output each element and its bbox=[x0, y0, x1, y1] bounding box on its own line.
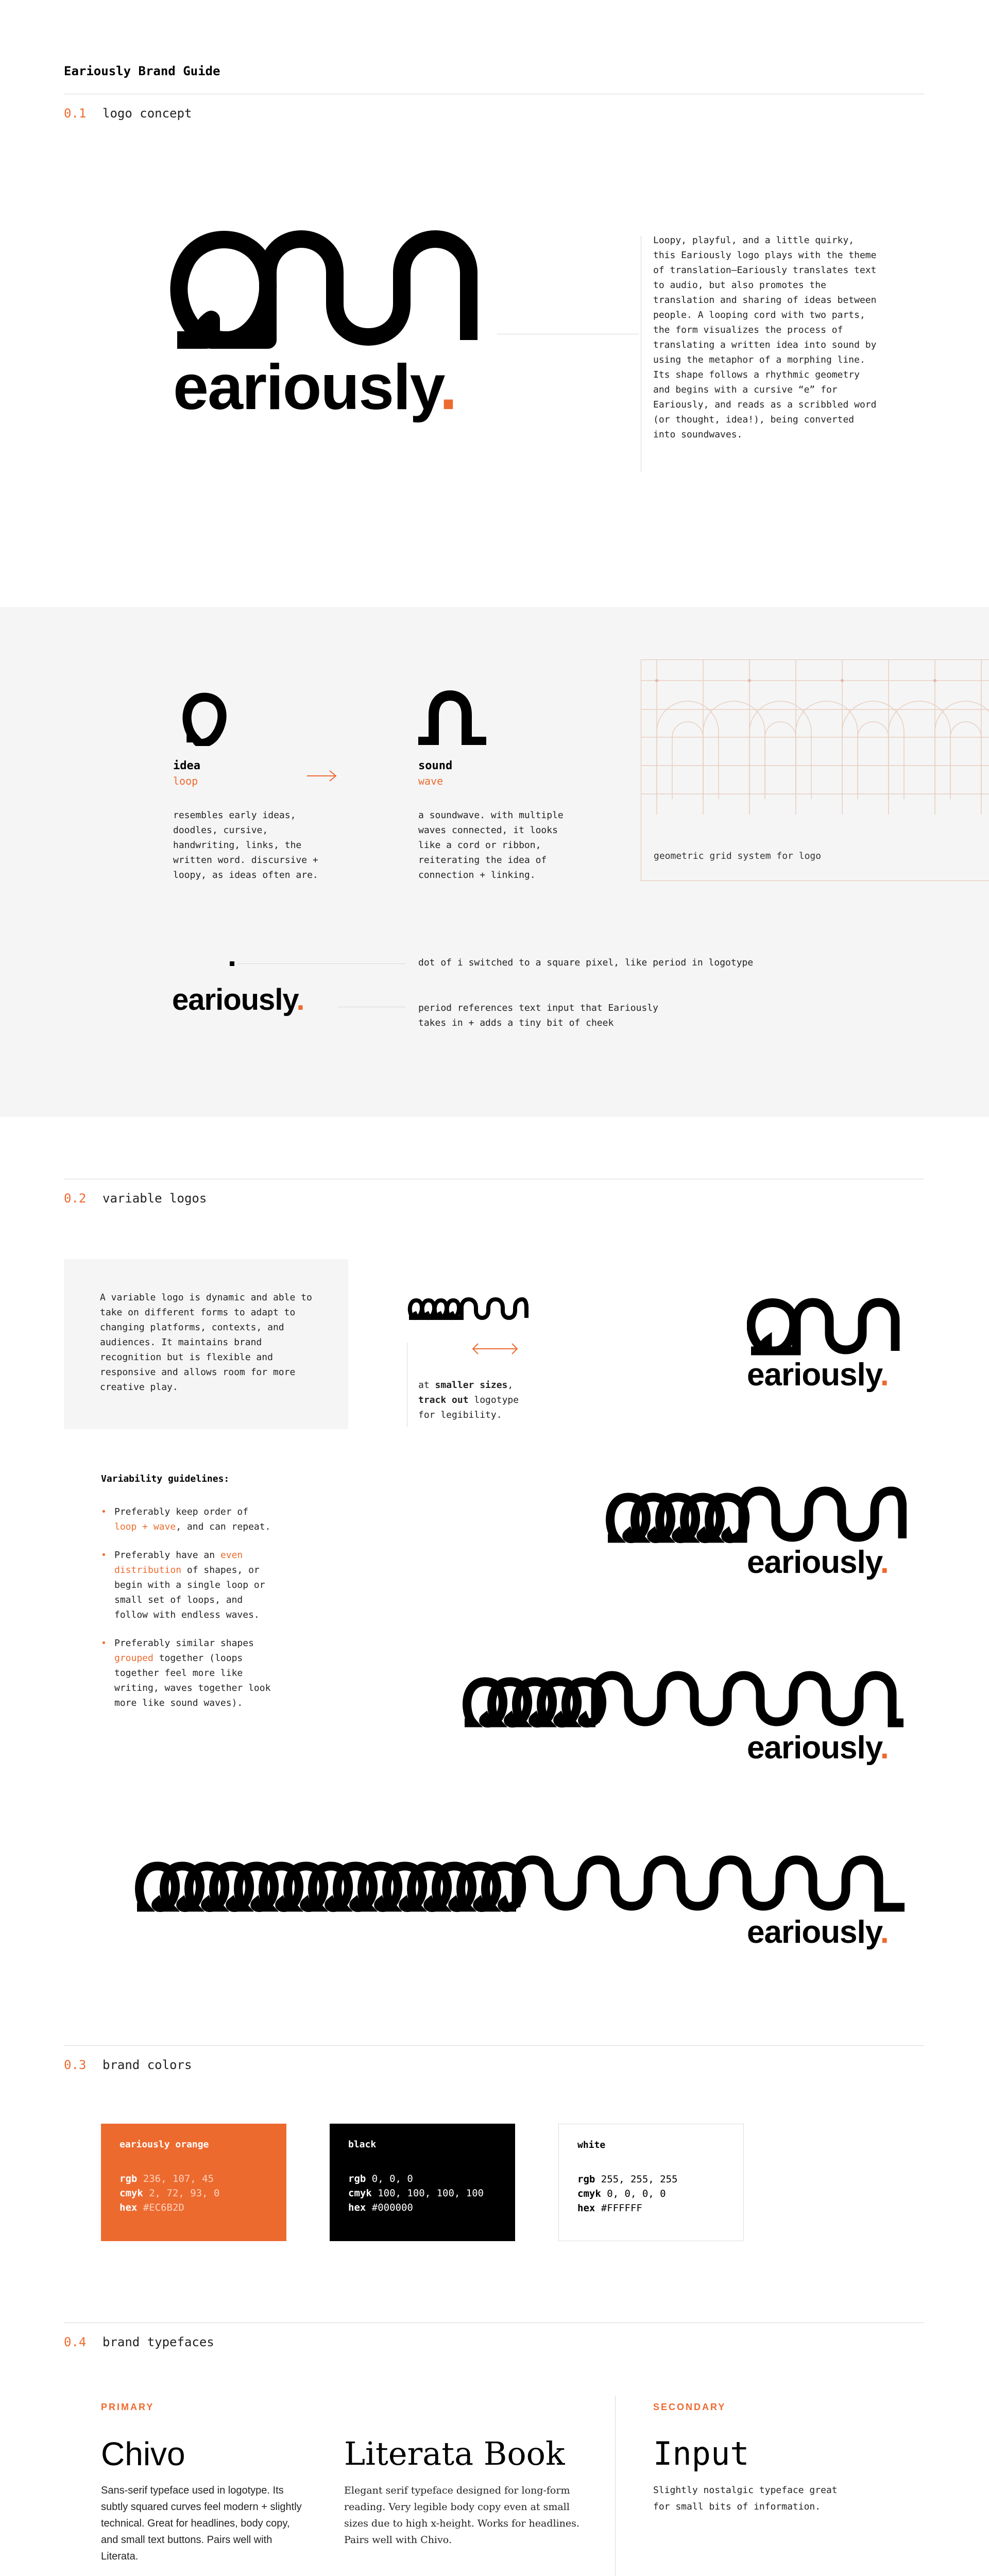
variable-logo-variant-4-mark bbox=[135, 1853, 907, 1912]
swatch-black bbox=[330, 2124, 515, 2241]
tracking-arrows-icon bbox=[472, 1343, 518, 1355]
geometric-grid-frame bbox=[641, 659, 989, 881]
main-logotype bbox=[173, 352, 456, 423]
chivo-description: Sans-serif typeface used in logotype. Its subtly squared curves feel modern + slightly technical. Great for headlines, body copy, and small text buttons. Pairs well with Literata. bbox=[101, 2485, 302, 2562]
cmyk-value: 2, 72, 93, 0 bbox=[149, 2188, 220, 2199]
guideline-item-2 bbox=[101, 1548, 276, 1622]
primary-label: PRIMARY bbox=[101, 2402, 155, 2412]
small-note-bold-2: track out bbox=[418, 1395, 469, 1405]
guideline-text: together (loops together feel more like writing, waves together look more like sound waves). bbox=[114, 1653, 271, 1708]
secondary-label: SECONDARY bbox=[653, 2402, 726, 2412]
literata-name: Literata Book bbox=[344, 2435, 565, 2472]
guideline-item-1 bbox=[101, 1504, 276, 1534]
arrow-right-icon bbox=[307, 770, 338, 782]
detail-logotype bbox=[172, 985, 304, 1015]
section-number: 0.1 bbox=[64, 106, 87, 121]
hex-value: #000000 bbox=[371, 2202, 413, 2213]
small-variable-logo-mark bbox=[407, 1292, 528, 1321]
dot-note: dot of i switched to a square pixel, like period in logotype bbox=[418, 957, 754, 968]
bullet: • bbox=[101, 1638, 107, 1649]
swatch-name: white bbox=[577, 2140, 606, 2150]
section-divider bbox=[64, 2045, 924, 2046]
small-note-mid: , bbox=[507, 1380, 514, 1391]
hex-label: hex bbox=[577, 2202, 595, 2214]
section-logo-concept-heading bbox=[64, 106, 192, 121]
variant-2-period: . bbox=[880, 1545, 889, 1580]
main-logo-mark bbox=[170, 227, 494, 350]
guideline-highlight: grouped bbox=[114, 1653, 154, 1664]
variant-4-period: . bbox=[880, 1914, 889, 1950]
variant-1-word: eariously bbox=[747, 1357, 880, 1393]
guideline-text: Preferably similar shapes bbox=[114, 1638, 254, 1649]
guideline-highlight: even distribution bbox=[114, 1550, 243, 1575]
loop-icon bbox=[173, 688, 240, 746]
hex-label: hex bbox=[348, 2202, 366, 2213]
variant-4-word: eariously bbox=[747, 1914, 880, 1950]
swatch-cmyk bbox=[120, 2186, 268, 2200]
guideline-highlight: loop + wave bbox=[114, 1521, 176, 1532]
guideline-text: of shapes, or begin with a single loop or small set of loops, and follow with endless waves. bbox=[114, 1565, 265, 1620]
logotype-word: eariously bbox=[173, 352, 440, 423]
guidelines-list bbox=[101, 1504, 276, 1710]
section-number: 0.2 bbox=[64, 1191, 87, 1206]
section-number: 0.3 bbox=[64, 2058, 87, 2072]
guideline-text: Preferably have an bbox=[114, 1550, 220, 1561]
variable-logo-variant-2-mark bbox=[606, 1484, 907, 1544]
section-title: logo concept bbox=[103, 106, 192, 121]
variant-2-word: eariously bbox=[747, 1545, 880, 1580]
section-title: variable logos bbox=[103, 1191, 207, 1206]
variant-3-word: eariously bbox=[747, 1730, 880, 1766]
variant-1-period: . bbox=[880, 1357, 889, 1393]
rgb-label: rgb bbox=[348, 2173, 366, 2184]
small-size-note bbox=[418, 1378, 532, 1422]
grid-caption: geometric grid system for logo bbox=[654, 851, 822, 861]
swatch-rgb bbox=[348, 2172, 497, 2186]
variable-logo-variant-3-mark bbox=[463, 1668, 907, 1728]
swatch-hex bbox=[348, 2200, 497, 2215]
variable-logo-variant-1-mark bbox=[747, 1296, 907, 1356]
variable-logo-variant-2-logotype bbox=[747, 1547, 889, 1579]
variable-logo-variant-1-logotype bbox=[747, 1359, 889, 1391]
hex-value: #EC6B2D bbox=[143, 2202, 184, 2213]
section-brand-colors-heading bbox=[64, 2058, 192, 2072]
chivo-name: Chivo bbox=[101, 2435, 185, 2472]
swatch-name: eariously orange bbox=[120, 2139, 209, 2150]
variable-intro-card bbox=[64, 1259, 348, 1429]
cmyk-label: cmyk bbox=[120, 2188, 143, 2199]
guideline-item-3 bbox=[101, 1636, 276, 1710]
guideline-text: Preferably keep order of bbox=[114, 1506, 249, 1517]
swatch-rgb bbox=[120, 2172, 268, 2186]
swatch-hex bbox=[120, 2200, 268, 2215]
swatch-cmyk bbox=[348, 2186, 497, 2200]
rgb-value: 0, 0, 0 bbox=[371, 2173, 413, 2184]
section-title: brand colors bbox=[103, 2058, 192, 2072]
cmyk-value: 0, 0, 0, 0 bbox=[607, 2188, 666, 2199]
idea-subtitle: loop bbox=[173, 775, 198, 787]
rgb-value: 255, 255, 255 bbox=[601, 2174, 678, 2185]
swatch-hex bbox=[577, 2201, 725, 2215]
variable-logo-variant-3-logotype bbox=[747, 1732, 889, 1764]
square-pixel-dot bbox=[230, 961, 234, 966]
literata-description: Elegant serif typeface designed for long-form reading. Very legible body copy even at small sizes due to high x-height. Works for headlines. Pairs well with Chivo. bbox=[344, 2485, 579, 2546]
section-brand-typefaces-heading bbox=[64, 2335, 214, 2349]
swatch-white bbox=[558, 2124, 744, 2241]
bullet: • bbox=[101, 1506, 107, 1517]
brand-guide-title: Eariously Brand Guide bbox=[64, 64, 220, 78]
input-description: Slightly nostalgic typeface great for small bits of information. bbox=[653, 2485, 838, 2512]
swatch-rgb bbox=[577, 2172, 725, 2187]
input-name: Input bbox=[653, 2435, 749, 2472]
guidelines-title: Variability guidelines: bbox=[101, 1473, 230, 1484]
rgb-label: rgb bbox=[577, 2174, 595, 2185]
small-note-post: logotype for legibility. bbox=[418, 1395, 519, 1420]
logotype-period: . bbox=[439, 352, 456, 423]
concept-description: Loopy, playful, and a little quirky, this Eariously logo plays with the theme of translation—Eariously translates text to audio, but also promotes the translation and sharing of ideas between people. A looping cord with two parts, the form visualizes the process of translating a written idea into sound by using the metaphor of a morphing line. Its shape follows a rhythmic geometry and begins with a cursive “e” for Eariously, and reads as a scribbled word (or thought, idea!), being converted into soundwaves. bbox=[653, 235, 877, 440]
cmyk-label: cmyk bbox=[348, 2188, 372, 2199]
idea-description: resembles early ideas, doodles, cursive, handwriting, links, the written word. discursive + loopy, as ideas often are. bbox=[173, 810, 318, 880]
small-note-pre: at bbox=[418, 1380, 435, 1391]
sound-description: a soundwave. with multiple waves connected, it looks like a cord or ribbon, reiterating the idea of connection + linking. bbox=[418, 810, 564, 880]
cmyk-label: cmyk bbox=[577, 2188, 601, 2199]
swatch-name: black bbox=[348, 2139, 377, 2150]
geometric-grid-drawing bbox=[641, 660, 989, 815]
dot-connector-line bbox=[238, 963, 405, 964]
section-number: 0.4 bbox=[64, 2335, 87, 2349]
detail-logotype-period: . bbox=[296, 983, 304, 1016]
detail-logotype-word: eariously bbox=[172, 983, 297, 1016]
section-title: brand typefaces bbox=[103, 2335, 214, 2349]
sound-subtitle: wave bbox=[418, 775, 444, 787]
bullet: • bbox=[101, 1550, 107, 1561]
swatch-cmyk bbox=[577, 2187, 725, 2201]
typeface-column-divider bbox=[615, 2396, 616, 2576]
rgb-label: rgb bbox=[120, 2173, 138, 2184]
cmyk-value: 100, 100, 100, 100 bbox=[378, 2188, 484, 2199]
guideline-text: , and can repeat. bbox=[176, 1521, 271, 1532]
hex-value: #FFFFFF bbox=[601, 2202, 642, 2214]
period-note: period references text input that Eariously takes in + adds a tiny bit of cheek bbox=[418, 1003, 658, 1028]
variable-intro-text: A variable logo is dynamic and able to take on different forms to adapt to changing platforms, contexts, and audiences. It maintains brand recognition but is flexible and responsive and allows room for more creative play. bbox=[100, 1292, 312, 1393]
wave-icon bbox=[416, 689, 488, 745]
variable-logo-variant-4-logotype bbox=[747, 1914, 889, 1950]
sound-title: sound bbox=[418, 759, 453, 772]
idea-title: idea bbox=[173, 759, 200, 772]
hex-label: hex bbox=[120, 2202, 138, 2213]
small-note-bold-1: smaller sizes bbox=[435, 1380, 508, 1391]
variant-3-period: . bbox=[880, 1730, 889, 1766]
section-variable-logos-heading bbox=[64, 1191, 207, 1206]
rgb-value: 236, 107, 45 bbox=[143, 2173, 214, 2184]
swatch-orange bbox=[101, 2124, 286, 2241]
